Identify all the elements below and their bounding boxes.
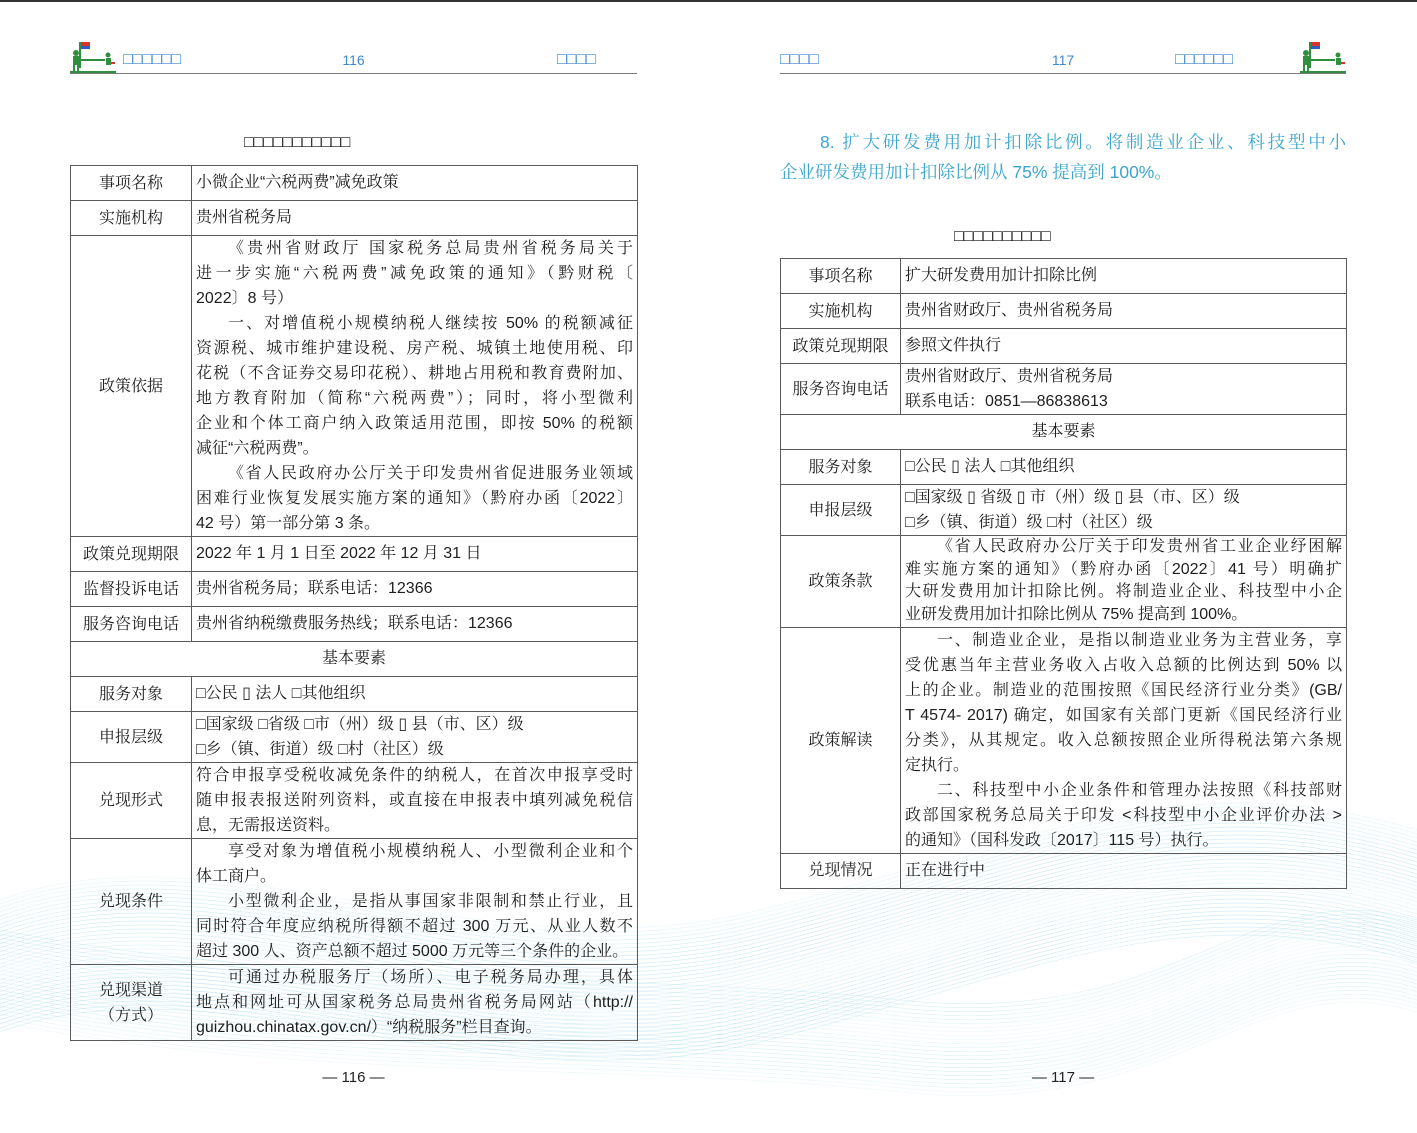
row-label-cell [71,712,192,763]
row-value-cell [192,201,638,236]
value-paragraph [905,536,1342,627]
value-line: □公民 ▯ 法人 □其他组织 [905,458,1075,475]
row-label: 服务对象 [808,458,873,476]
value-line: 超过 300 人、资产总额不超过 5000 万元等三个条件的企业。 [196,943,629,960]
value-line: 分类》，从其规定。收入总额按照企业所得税法第六条规 [905,731,1342,749]
row-value-cell [901,364,1347,415]
row-label: 服务咨询电话 [82,615,179,633]
value-paragraph [905,778,1342,853]
table-row [781,364,1347,415]
row-label: 事项名称 [98,174,163,192]
value-line: 参照文件执行 [905,337,1002,354]
row-label: 申报层级 [808,501,873,519]
section-heading-row [781,415,1347,450]
intro-line: 8. 扩大研发费用加计扣除比例。将制造业企业、科技型中小 [820,132,1346,152]
value-line: 《省人民政府办公厅关于印发贵州省工业企业纾困解 [937,538,1342,555]
row-label: 服务对象 [98,685,163,703]
row-value-cell [901,853,1347,888]
value-line: 小微企业“六税两费”减免政策 [196,174,399,191]
table-row [781,294,1347,329]
row-label: 兑现条件 [98,893,163,910]
policy-table [780,258,1347,889]
header-logo-icon [1300,40,1346,74]
row-label-cell [781,364,901,415]
value-line: T 4574- 2017) 确定，如国家有关部门更新《国民经济行业 [905,706,1342,724]
value-line: 可通过办税服务厅（场所）、电子税务局办理，具体 [228,969,633,986]
value-line: 正在进行中 [905,861,986,879]
row-value-cell [192,537,638,572]
value-line: 业研发费用加计扣除比例从 75% 提高到 100%。 [905,606,1248,624]
row-value-cell [901,259,1347,294]
value-line: □公民 ▯ 法人 □其他组织 [196,685,366,702]
value-line: 2022 年 1 月 1 日至 2022 年 12 月 31 日 [196,545,482,562]
value-line: 政部国家税务总局关于印发 <科技型中小企业评价办法 > [905,806,1342,824]
value-line: 扩大研发费用加计扣除比例 [905,267,1098,284]
row-label: 政策条款 [808,572,873,590]
table-row [71,166,638,201]
row-label-cell [71,166,192,201]
row-label-cell [71,572,192,607]
section-heading-row [71,642,638,677]
row-label: 服务咨询电话 [792,380,889,398]
value-line: 42 号）第一部分第 3 条。 [196,515,381,532]
value-line: 联系电话：0851—86838613 [905,393,1108,410]
row-label-cell [781,294,901,329]
table-row [71,712,638,763]
policy-table [70,165,638,1041]
row-value-cell [901,450,1347,485]
value-line: 困难行业恢复发展实施方案的通知》（黔府办函〔2022〕 [196,490,633,507]
section-heading: 基本要素 [781,415,1347,450]
value-line: 受优惠当年主营业务收入占收入总额的比例达到 50% 以 [905,656,1342,674]
row-value-cell [901,536,1347,628]
row-value-cell [192,607,638,642]
value-line: 息，无需报送资料。 [196,817,341,834]
row-label: 兑现情况 [808,862,873,880]
header-chapter-title: □□□□ [557,51,596,68]
left-page [70,0,637,1133]
table-row [71,763,638,839]
value-line: 企业和个体工商户纳入政策适用范围，即按 50% 的税额 [196,415,633,432]
row-value-cell [192,677,638,712]
header-chapter-title: □□□□ [780,51,819,68]
row-label: 兑现渠道 [98,981,163,999]
value-line: 定执行。 [905,756,970,774]
value-line: guizhou.chinatax.gov.cn/）“纳税服务”栏目查询。 [196,1019,542,1036]
row-label: 政策依据 [98,377,163,395]
value-line: 享受对象为增值税小规模纳税人、小型微利企业和个 [228,843,633,860]
value-line: 小型微利企业，是指从事国家非限制和禁止行业，且 [228,893,633,910]
row-value-cell [192,763,638,839]
table-row [781,329,1347,364]
table-row [781,450,1347,485]
row-label-cell [71,763,192,839]
row-value-cell [192,839,638,965]
value-line: 贵州省税务局；联系电话：12366 [196,580,433,597]
value-line: □国家级 □省级 □市（州）级 ▯ 县（市、区）级 [196,716,524,733]
row-label: 实施机构 [98,209,163,227]
value-line: □国家级 ▯ 省级 ▯ 市（州）级 ▯ 县（市、区）级 [905,489,1240,506]
table-row [71,607,638,642]
value-line: 符合申报享受税收减免条件的纳税人，在首次申报享受时 [196,767,633,784]
value-line: 二、科技型中小企业条件和管理办法按照《科技部财 [937,781,1342,799]
row-label: 政策兑现期限 [792,337,889,355]
row-label-cell [781,853,901,888]
table-title: □□□□□□□□□□ [954,228,1051,245]
table-row [781,259,1347,294]
table-row [71,537,638,572]
value-line: 随申报表报送附列资料，或直接在申报表中填列减免税信 [196,792,633,809]
row-label-cell [781,259,901,294]
value-line: 减征“六税两费”。 [196,440,319,457]
table-row [71,201,638,236]
row-label-cell [71,839,192,965]
value-paragraph [196,236,633,311]
intro-line: 企业研发费用加计扣除比例从 75% 提高到 100%。 [780,162,1172,182]
value-paragraph [196,461,633,536]
row-label: 事项名称 [808,267,873,285]
right-page [780,0,1346,1133]
header-page-number: 117 [1051,52,1075,68]
row-label-cell [71,677,192,712]
value-line: 贵州省财政厅、贵州省税务局 [905,302,1114,319]
row-value-cell [901,294,1347,329]
row-label-cell [781,450,901,485]
value-paragraph [905,364,1342,389]
row-value-cell [192,712,638,763]
header-page-number: 116 [342,52,365,68]
table-row [781,853,1347,888]
section-heading: 基本要素 [71,642,638,677]
value-line: 2022〕8 号） [196,290,293,307]
row-label-cell [71,607,192,642]
row-value-cell [192,236,638,537]
value-paragraph [905,485,1342,510]
row-label: 实施机构 [808,302,873,320]
value-paragraph [196,712,633,737]
value-line: □乡（镇、街道）级 □村（社区）级 [905,514,1153,531]
value-line: 花税（不含证券交易印花税）、耕地占用税和教育费附加、 [196,365,633,382]
value-paragraph [196,839,633,889]
table-row [71,572,638,607]
row-label-cell [781,536,901,628]
value-line: 《省人民政府办公厅关于印发贵州省促进服务业领域 [228,465,633,482]
header-section-title: □□□□□□ [123,51,181,68]
row-label: 监督投诉电话 [82,580,179,598]
row-value-cell [192,572,638,607]
row-label: 申报层级 [98,728,163,746]
row-label-cell [781,329,901,364]
row-label: 政策兑现期限 [82,545,179,563]
row-value-cell [901,627,1347,853]
value-line: 贵州省税务局 [196,209,293,226]
row-label-cell [71,965,192,1041]
value-paragraph [905,510,1342,535]
value-line: 难实施方案的通知》（黔府办函〔2022〕41 号）明确扩 [905,560,1342,578]
table-title: □□□□□□□□□□□ [244,134,351,151]
value-line: 大研发费用加计扣除比例。将制造业企业、科技型中小企 [905,583,1342,601]
table-row [71,236,638,537]
table-row [781,536,1347,628]
row-value-cell [901,485,1347,536]
intro-paragraph [780,127,1346,187]
value-line: 资源税、城市维护建设税、房产税、城镇土地使用税、印 [196,340,633,357]
value-line: 地点和网址可从国家税务总局贵州省税务局网站（http:// [196,994,633,1011]
row-label-cell [71,201,192,236]
header-rule [780,73,1346,74]
value-paragraph [196,311,633,461]
row-label: （方式） [98,1006,163,1024]
value-paragraph [905,389,1342,414]
value-line: 体工商户。 [196,868,277,885]
table-row [781,627,1347,853]
header-rule [70,73,637,74]
value-line: 地方教育附加（简称“六税两费”）；同时，将小型微利 [196,390,633,407]
row-label-cell [781,627,901,853]
table-row [71,965,638,1041]
row-label-cell [71,236,192,537]
value-line: 《贵州省财政厅 国家税务总局贵州省税务局关于 [228,240,633,257]
row-label: 兑现形式 [98,792,163,809]
value-line: 的通知》（国科发政〔2017〕115 号）执行。 [905,831,1219,849]
value-paragraph [196,889,633,964]
value-line: 进一步实施“六税两费”减免政策的通知》（黔财税〔 [196,265,633,282]
value-paragraph [196,737,633,762]
row-value-cell [192,166,638,201]
row-label: 政策解读 [808,731,873,749]
value-paragraph [196,965,633,1040]
page-footer-number: — 116 — [322,1069,385,1086]
value-line: 贵州省纳税缴费服务热线；联系电话：12366 [196,615,513,632]
value-line: 一、对增值税小规模纳税人继续按 50% 的税额减征 [228,315,633,332]
table-row [71,677,638,712]
row-label-cell [781,485,901,536]
value-line: □乡（镇、街道）级 □村（社区）级 [196,741,444,758]
row-value-cell [901,329,1347,364]
row-label-cell [71,537,192,572]
page-footer-number: — 117 — [1031,1069,1095,1086]
value-line: 一、制造业企业，是指以制造业业务为主营业务，享 [937,631,1342,649]
value-line: 同时符合年度应纳税所得额不超过 300 万元、从业人数不 [196,918,633,935]
table-row [71,839,638,965]
table-row [781,485,1347,536]
value-line: 贵州省财政厅、贵州省税务局 [905,368,1114,385]
value-paragraph [905,628,1342,778]
header-section-title: □□□□□□ [1175,51,1233,68]
value-line: 上的企业。制造业的范围按照《国民经济行业分类》(GB/ [905,681,1342,699]
row-value-cell [192,965,638,1041]
value-paragraph [196,763,633,838]
